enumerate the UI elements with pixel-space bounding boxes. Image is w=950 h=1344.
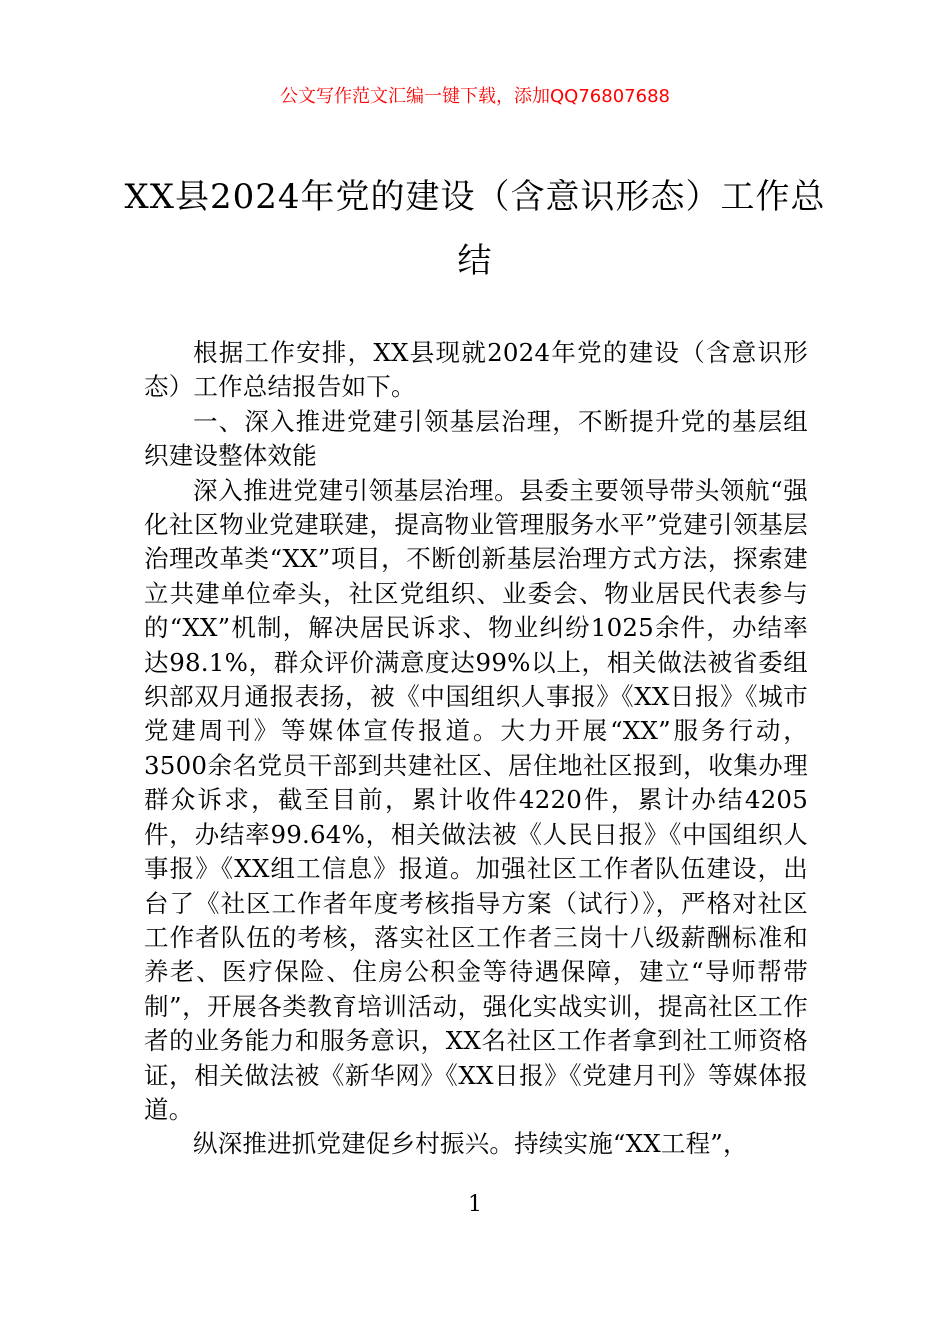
- page-number: 1: [468, 1192, 482, 1217]
- intro-paragraph: 根据工作安排，XX县现就2024年党的建设（含意识形态）工作总结报告如下。: [144, 338, 808, 402]
- document-title: XX县2024年党的建设（含意识形态）工作总结: [124, 177, 826, 281]
- document-body: [144, 336, 808, 1162]
- download-banner: 公文写作范文汇编一键下载，添加QQ76807688: [280, 86, 670, 107]
- body-paragraph: 纵深推进抓党建促乡村振兴。持续实施“XX工程”，: [193, 1129, 748, 1159]
- body-paragraph: 深入推进党建引领基层治理。县委主要领导带头领航“强化社区物业党建联建，提高物业管理服务水平”党建引领基层治理改革类“XX”项目，不断创新基层治理方式方法，探索建立共建单位牵头，社区党组织、业委会、物业居民代表参与的“XX”机制，解决居民诉求、物业纠纷1025余件，办结率达98.1%，群众评价满意度达99%以上，相关做法被省委组织部双月通报表扬，被《中国组织人事报》《XX日报》《城市党建周刊》等媒体宣传报道。大力开展“XX”服务行动，3500余名党员干部到共建社区、居住地社区报到，收集办理群众诉求，截至目前，累计收件4220件，累计办结4205件，办结率99.64%，相关做法被《人民日报》《中国组织人事报》《XX组工信息》报道。加强社区工作者队伍建设，出台了《社区工作者年度考核指导方案（试行）》，严格对社区工作者队伍的考核，落实社区工作者三岗十八级薪酬标准和养老、医疗保险、住房公积金等待遇保障，建立“导师帮带制”，开展各类教育培训活动，强化实战实训，提高社区工作者的业务能力和服务意识，XX名社区工作者拿到社工师资格证，相关做法被《新华网》《XX日报》《党建月刊》等媒体报道。: [144, 475, 808, 1124]
- section-heading: 一、深入推进党建引领基层治理，不断提升党的基层组织建设整体效能: [144, 406, 808, 471]
